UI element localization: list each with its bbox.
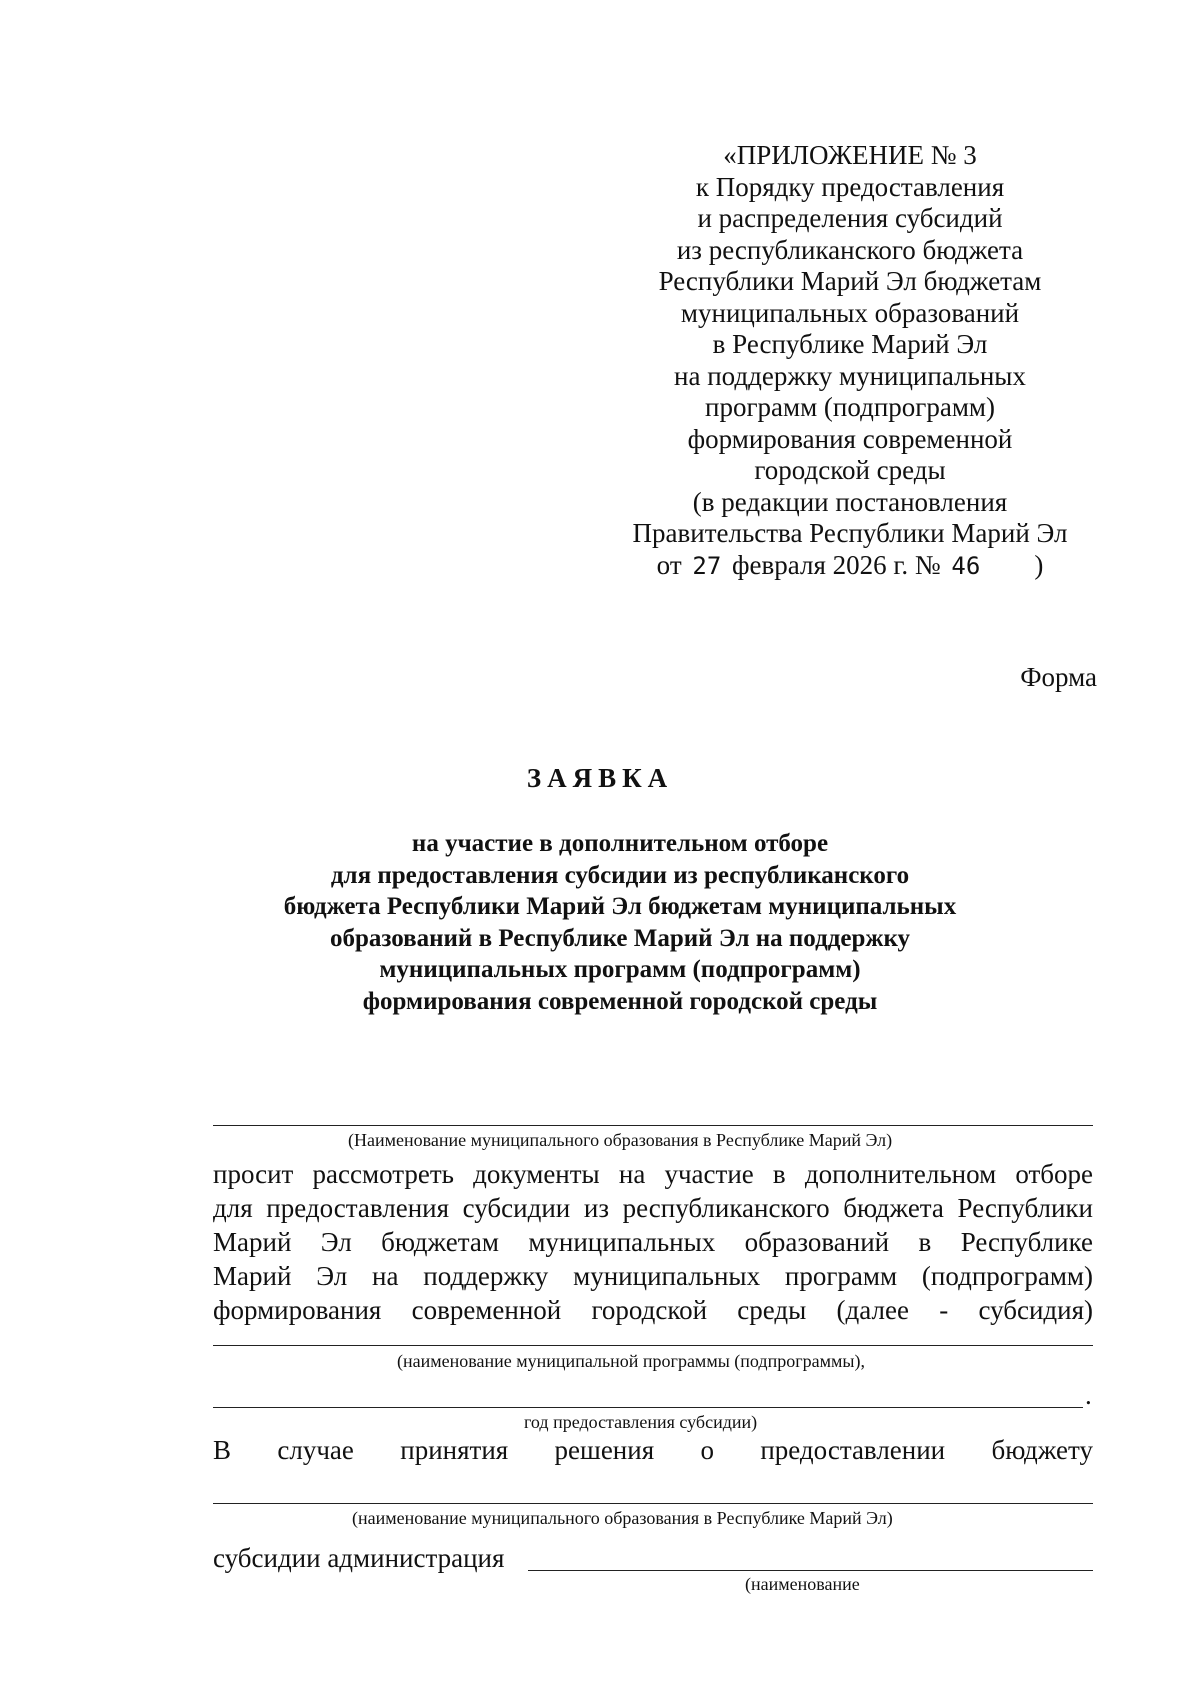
subtitle-line: на участие в дополнительном отборе	[411, 830, 829, 857]
date-prefix: от	[656, 549, 682, 580]
request-line: для предоставления субсидии из республиканского бюджета Республики	[213, 1193, 1093, 1223]
admin-label: субсидии администрация	[213, 1543, 505, 1573]
application-subtitle	[180, 828, 1060, 1017]
decision-word: В	[213, 1435, 232, 1465]
subtitle-line: образований в Республике Марий Эл на поддержку	[329, 924, 911, 952]
form-label: Форма	[1020, 662, 1097, 692]
program-fill-line	[213, 1345, 1093, 1346]
municipality-fill-line	[213, 1125, 1093, 1126]
appendix-line: городской среды	[754, 455, 946, 485]
appendix-line: и распределения субсидий	[697, 203, 1003, 233]
appendix-line: формирования современной	[687, 423, 1013, 454]
date-day: 27	[692, 551, 722, 580]
admin-fill-line	[528, 1570, 1093, 1571]
appendix-line: в Республике Марий Эл	[712, 329, 988, 359]
decision-word: о	[700, 1435, 714, 1465]
year-fill-line	[213, 1407, 1083, 1408]
request-line: Марий Эл бюджетам муниципальных образований в Республике	[213, 1227, 1093, 1257]
name-caption: (наименование	[745, 1574, 860, 1594]
appendix-line: Правительства Республики Марий Эл	[632, 518, 1068, 548]
appendix-line: к Порядку предоставления	[695, 171, 1005, 202]
program-caption: (наименование муниципальной программы (подпрограммы),	[397, 1351, 865, 1371]
request-line: формирования современной городской среды (далее - субсидия)	[213, 1295, 1093, 1325]
decision-word: случае	[277, 1435, 354, 1465]
appendix-date-line	[620, 550, 1080, 583]
date-number: 46	[951, 551, 981, 580]
appendix-line: муниципальных образований	[680, 297, 1020, 328]
line-end-dot: .	[1085, 1380, 1092, 1410]
page-title: ЗАЯВКА	[526, 763, 674, 793]
municipality-caption: (Наименование муниципального образования в Республике Марий Эл)	[348, 1130, 893, 1150]
decision-word: решения	[554, 1435, 655, 1465]
subtitle-line: для предоставления субсидии из республиканского	[330, 861, 910, 889]
request-line: Марий Эл на поддержку муниципальных программ (подпрограмм)	[213, 1261, 1093, 1291]
appendix-header	[620, 140, 1080, 582]
decision-word: бюджету	[991, 1435, 1093, 1465]
year-caption: год предоставления субсидии)	[524, 1412, 758, 1432]
date-month-year: февраля 2026 г. №	[732, 549, 941, 580]
appendix-line: (в редакции постановления	[692, 486, 1008, 517]
municipality-caption-2: (наименование муниципального образования в Республике Марий Эл)	[352, 1508, 893, 1528]
decision-word: принятия	[400, 1435, 509, 1465]
request-line: просит рассмотреть документы на участие в дополнительном отборе	[213, 1159, 1093, 1189]
appendix-line: программ (подпрограмм)	[705, 392, 995, 422]
request-paragraph	[213, 1157, 1093, 1327]
decision-word: предоставлении	[760, 1435, 946, 1465]
subtitle-line: муниципальных программ (подпрограмм)	[379, 956, 861, 983]
appendix-line: Республики Марий Эл бюджетам	[658, 266, 1042, 296]
decision-sentence	[213, 1435, 1093, 1466]
appendix-line: из республиканского бюджета	[676, 234, 1024, 265]
subtitle-line: формирования современной городской среды	[362, 987, 878, 1015]
municipality-fill-line-2	[213, 1503, 1093, 1504]
appendix-line: на поддержку муниципальных	[674, 360, 1026, 391]
appendix-line: «ПРИЛОЖЕНИЕ № 3	[723, 140, 977, 170]
subtitle-line: бюджета Республики Марий Эл бюджетам муниципальных	[283, 893, 957, 920]
date-suffix: )	[1034, 549, 1044, 580]
